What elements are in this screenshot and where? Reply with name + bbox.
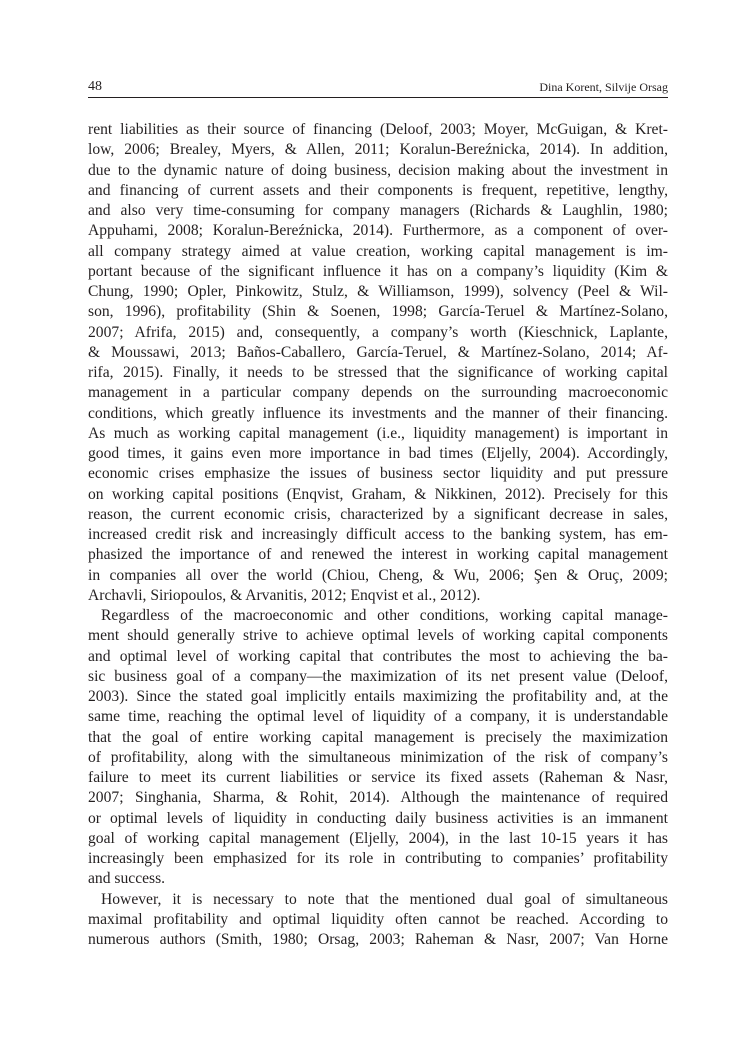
text-line: same time, reaching the optimal level of liquidity of a company, it is understandable bbox=[88, 708, 668, 726]
text-line: or optimal levels of liquidity in conducting daily business activities is an immanent bbox=[88, 809, 668, 827]
text-line: and also very time-consuming for company managers (Richards & Laughlin, 1980; bbox=[88, 202, 668, 219]
text-line: However, it is necessary to note that the mentioned dual goal of simultaneous bbox=[101, 890, 668, 908]
text-line: on working capital positions (Enqvist, Graham, & Nikkinen, 2012). Precisely for this bbox=[88, 485, 668, 503]
text-line: phasized the importance of and renewed the interest in working capital management bbox=[88, 546, 668, 564]
text-line: due to the dynamic nature of doing business, decision making about the investment in bbox=[88, 161, 668, 179]
text-line: maximal profitability and optimal liquidity often cannot be reached. According to bbox=[88, 910, 668, 928]
text-line: son, 1996), profitability (Shin & Soenen, 1998; García-Teruel & Martínez-Solano, bbox=[88, 303, 668, 321]
paragraph bbox=[88, 120, 668, 606]
text-line: As much as working capital management (i.e., liquidity management) is important in bbox=[88, 424, 668, 442]
text-line: 2003). Since the stated goal implicitly entails maximizing the profitability and, at the bbox=[88, 688, 668, 705]
paragraph bbox=[88, 606, 668, 890]
text-line: and success. bbox=[88, 870, 166, 888]
text-line: rifa, 2015). Finally, it needs to be stressed that the significance of working capital bbox=[88, 364, 668, 381]
text-line: that the goal of entire working capital management is precisely the maximization bbox=[88, 728, 668, 746]
text-line: Archavli, Siriopoulos, & Arvanitis, 2012; Enqvist et al., 2012). bbox=[88, 586, 481, 604]
text-line: Appuhami, 2008; Koralun-Bereźnicka, 2014). Furthermore, as a component of over- bbox=[88, 222, 668, 240]
text-line: all company strategy aimed at value creation, working capital management is im- bbox=[88, 242, 668, 260]
text-line: rent liabilities as their source of financing (Deloof, 2003; Moyer, McGuigan, & Kret- bbox=[88, 121, 668, 138]
text-line: low, 2006; Brealey, Myers, & Allen, 2011; Koralun-Bereźnicka, 2014). In addition, bbox=[88, 141, 668, 159]
text-line: of profitability, along with the simultaneous minimization of the risk of company’s bbox=[88, 748, 668, 766]
text-line: 2007; Afrifa, 2015) and, consequently, a company’s worth (Kieschnick, Laplante, bbox=[88, 323, 668, 341]
running-header bbox=[88, 77, 668, 98]
text-line: in companies all over the world (Chiou, Cheng, & Wu, 2006; Şen & Oruç, 2009; bbox=[88, 566, 668, 584]
text-line: and financing of current assets and their components is frequent, repetitive, lengthy, bbox=[88, 181, 668, 199]
text-line: Regardless of the macroeconomic and other conditions, working capital manage- bbox=[101, 607, 668, 624]
text-line: conditions, which greatly influence its investments and the manner of their financing. bbox=[88, 404, 668, 422]
text-line: reason, the current economic crisis, characterized by a significant decrease in sales, bbox=[88, 505, 668, 523]
text-line: portant because of the significant influence it has on a company’s liquidity (Kim & bbox=[88, 262, 668, 280]
body-text bbox=[88, 120, 668, 950]
running-header-authors: Dina Korent, Silvije Orsag bbox=[539, 80, 668, 94]
text-line: ment should generally strive to achieve optimal levels of working capital components bbox=[88, 627, 668, 645]
paragraph bbox=[88, 890, 668, 951]
text-line: sic business goal of a company—the maximization of its net present value (Deloof, bbox=[88, 667, 668, 685]
text-line: numerous authors (Smith, 1980; Orsag, 2003; Raheman & Nasr, 2007; Van Horne bbox=[88, 931, 668, 948]
page-number: 48 bbox=[88, 79, 102, 94]
text-line: and optimal level of working capital that contributes the most to achieving the ba- bbox=[88, 647, 668, 665]
text-line: goal of working capital management (Eljelly, 2004), in the last 10-15 years it has bbox=[88, 829, 668, 847]
text-line: management in a particular company depends on the surrounding macroeconomic bbox=[88, 384, 668, 402]
text-line: increasingly been emphasized for its role in contributing to companies’ profitability bbox=[88, 850, 668, 867]
text-line: 2007; Singhania, Sharma, & Rohit, 2014). Although the maintenance of required bbox=[88, 789, 668, 807]
text-line: good times, it gains even more importance in bad times (Eljelly, 2004). Accordingly, bbox=[88, 445, 668, 462]
text-line: failure to meet its current liabilities or service its fixed assets (Raheman & Nasr, bbox=[88, 769, 668, 786]
text-line: & Moussawi, 2013; Baños-Caballero, García-Teruel, & Martínez-Solano, 2014; Af- bbox=[88, 343, 668, 361]
text-line: Chung, 1990; Opler, Pinkowitz, Stulz, & Williamson, 1999), solvency (Peel & Wil- bbox=[88, 283, 668, 300]
text-line: economic crises emphasize the issues of business sector liquidity and put pressure bbox=[88, 465, 668, 483]
text-line: increased credit risk and increasingly difficult access to the banking system, has em- bbox=[88, 526, 668, 543]
